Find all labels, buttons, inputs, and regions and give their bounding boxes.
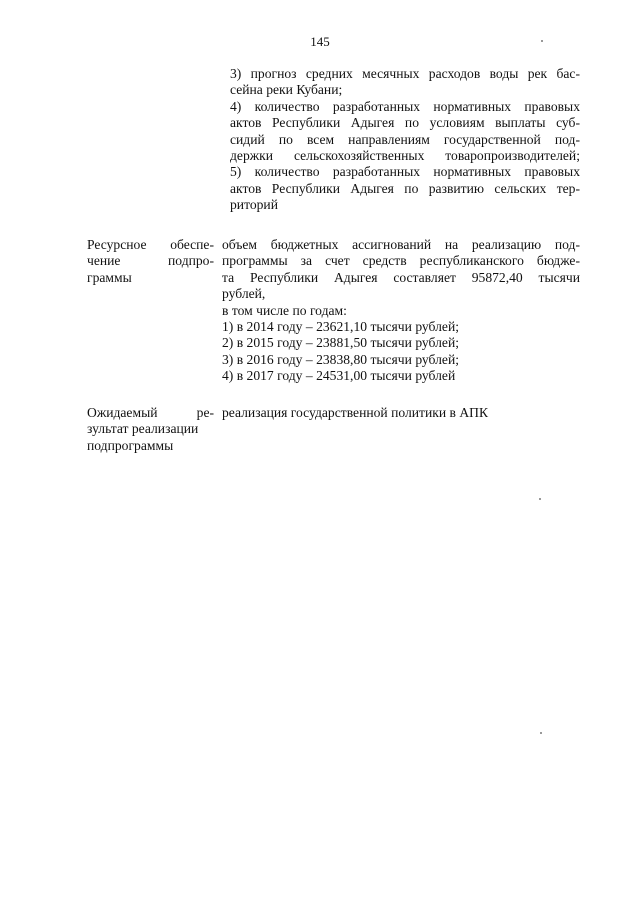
intro-line: 5) количество разработанных нормативных правовых [230, 164, 580, 180]
intro-line: сидий по всем направлениям государственной под- [230, 131, 580, 147]
value-line: 4) в 2017 году – 24531,00 тысячи рублей [222, 368, 456, 384]
intro-line: актов Республики Адыгея по развитию сельских тер- [230, 180, 580, 196]
intro-line: сейна реки Кубани; [230, 82, 343, 98]
intro-line: 3) прогноз средних месячных расходов воды рек бас- [230, 66, 580, 81]
label-line: граммы [87, 269, 132, 285]
value-line: 1) в 2014 году – 23621,10 тысячи рублей; [222, 319, 460, 335]
scan-speck [540, 732, 542, 734]
label-line: чение подпро- [87, 253, 214, 269]
scan-speck [539, 498, 541, 500]
value-line: 2) в 2015 году – 23881,50 тысячи рублей; [222, 335, 460, 351]
value-line: 3) в 2016 году – 23838,80 тысячи рублей; [222, 351, 460, 367]
label-line: зультат реализации [87, 421, 199, 437]
value-line: та Республики Адыгея составляет 95872,40 тысячи [222, 269, 580, 285]
value-line: рублей, [222, 286, 266, 302]
value-line: программы за счет средств республиканского бюдже- [222, 253, 580, 269]
resource-support-label [87, 237, 214, 286]
expected-result-value [222, 405, 580, 421]
page-number: 145 [310, 34, 330, 49]
value-line: в том числе по годам: [222, 302, 347, 318]
intro-text [230, 66, 580, 214]
intro-line: 4) количество разработанных нормативных правовых [230, 98, 580, 114]
intro-line: актов Республики Адыгея по условиям выплаты суб- [230, 115, 580, 131]
intro-line: держки сельскохозяйственных товаропроизводителей; [230, 148, 580, 164]
label-line: подпрограммы [87, 437, 174, 453]
value-line: реализация государственной политики в АПК [222, 405, 489, 420]
intro-line: риторий [230, 197, 278, 213]
label-line: Ресурсное обеспе- [87, 237, 214, 252]
expected-result-label [87, 405, 214, 454]
scan-speck [541, 40, 543, 42]
resource-support-value [222, 237, 580, 385]
value-line: объем бюджетных ассигнований на реализацию под- [222, 237, 580, 252]
label-line: Ожидаемый ре- [87, 405, 214, 420]
